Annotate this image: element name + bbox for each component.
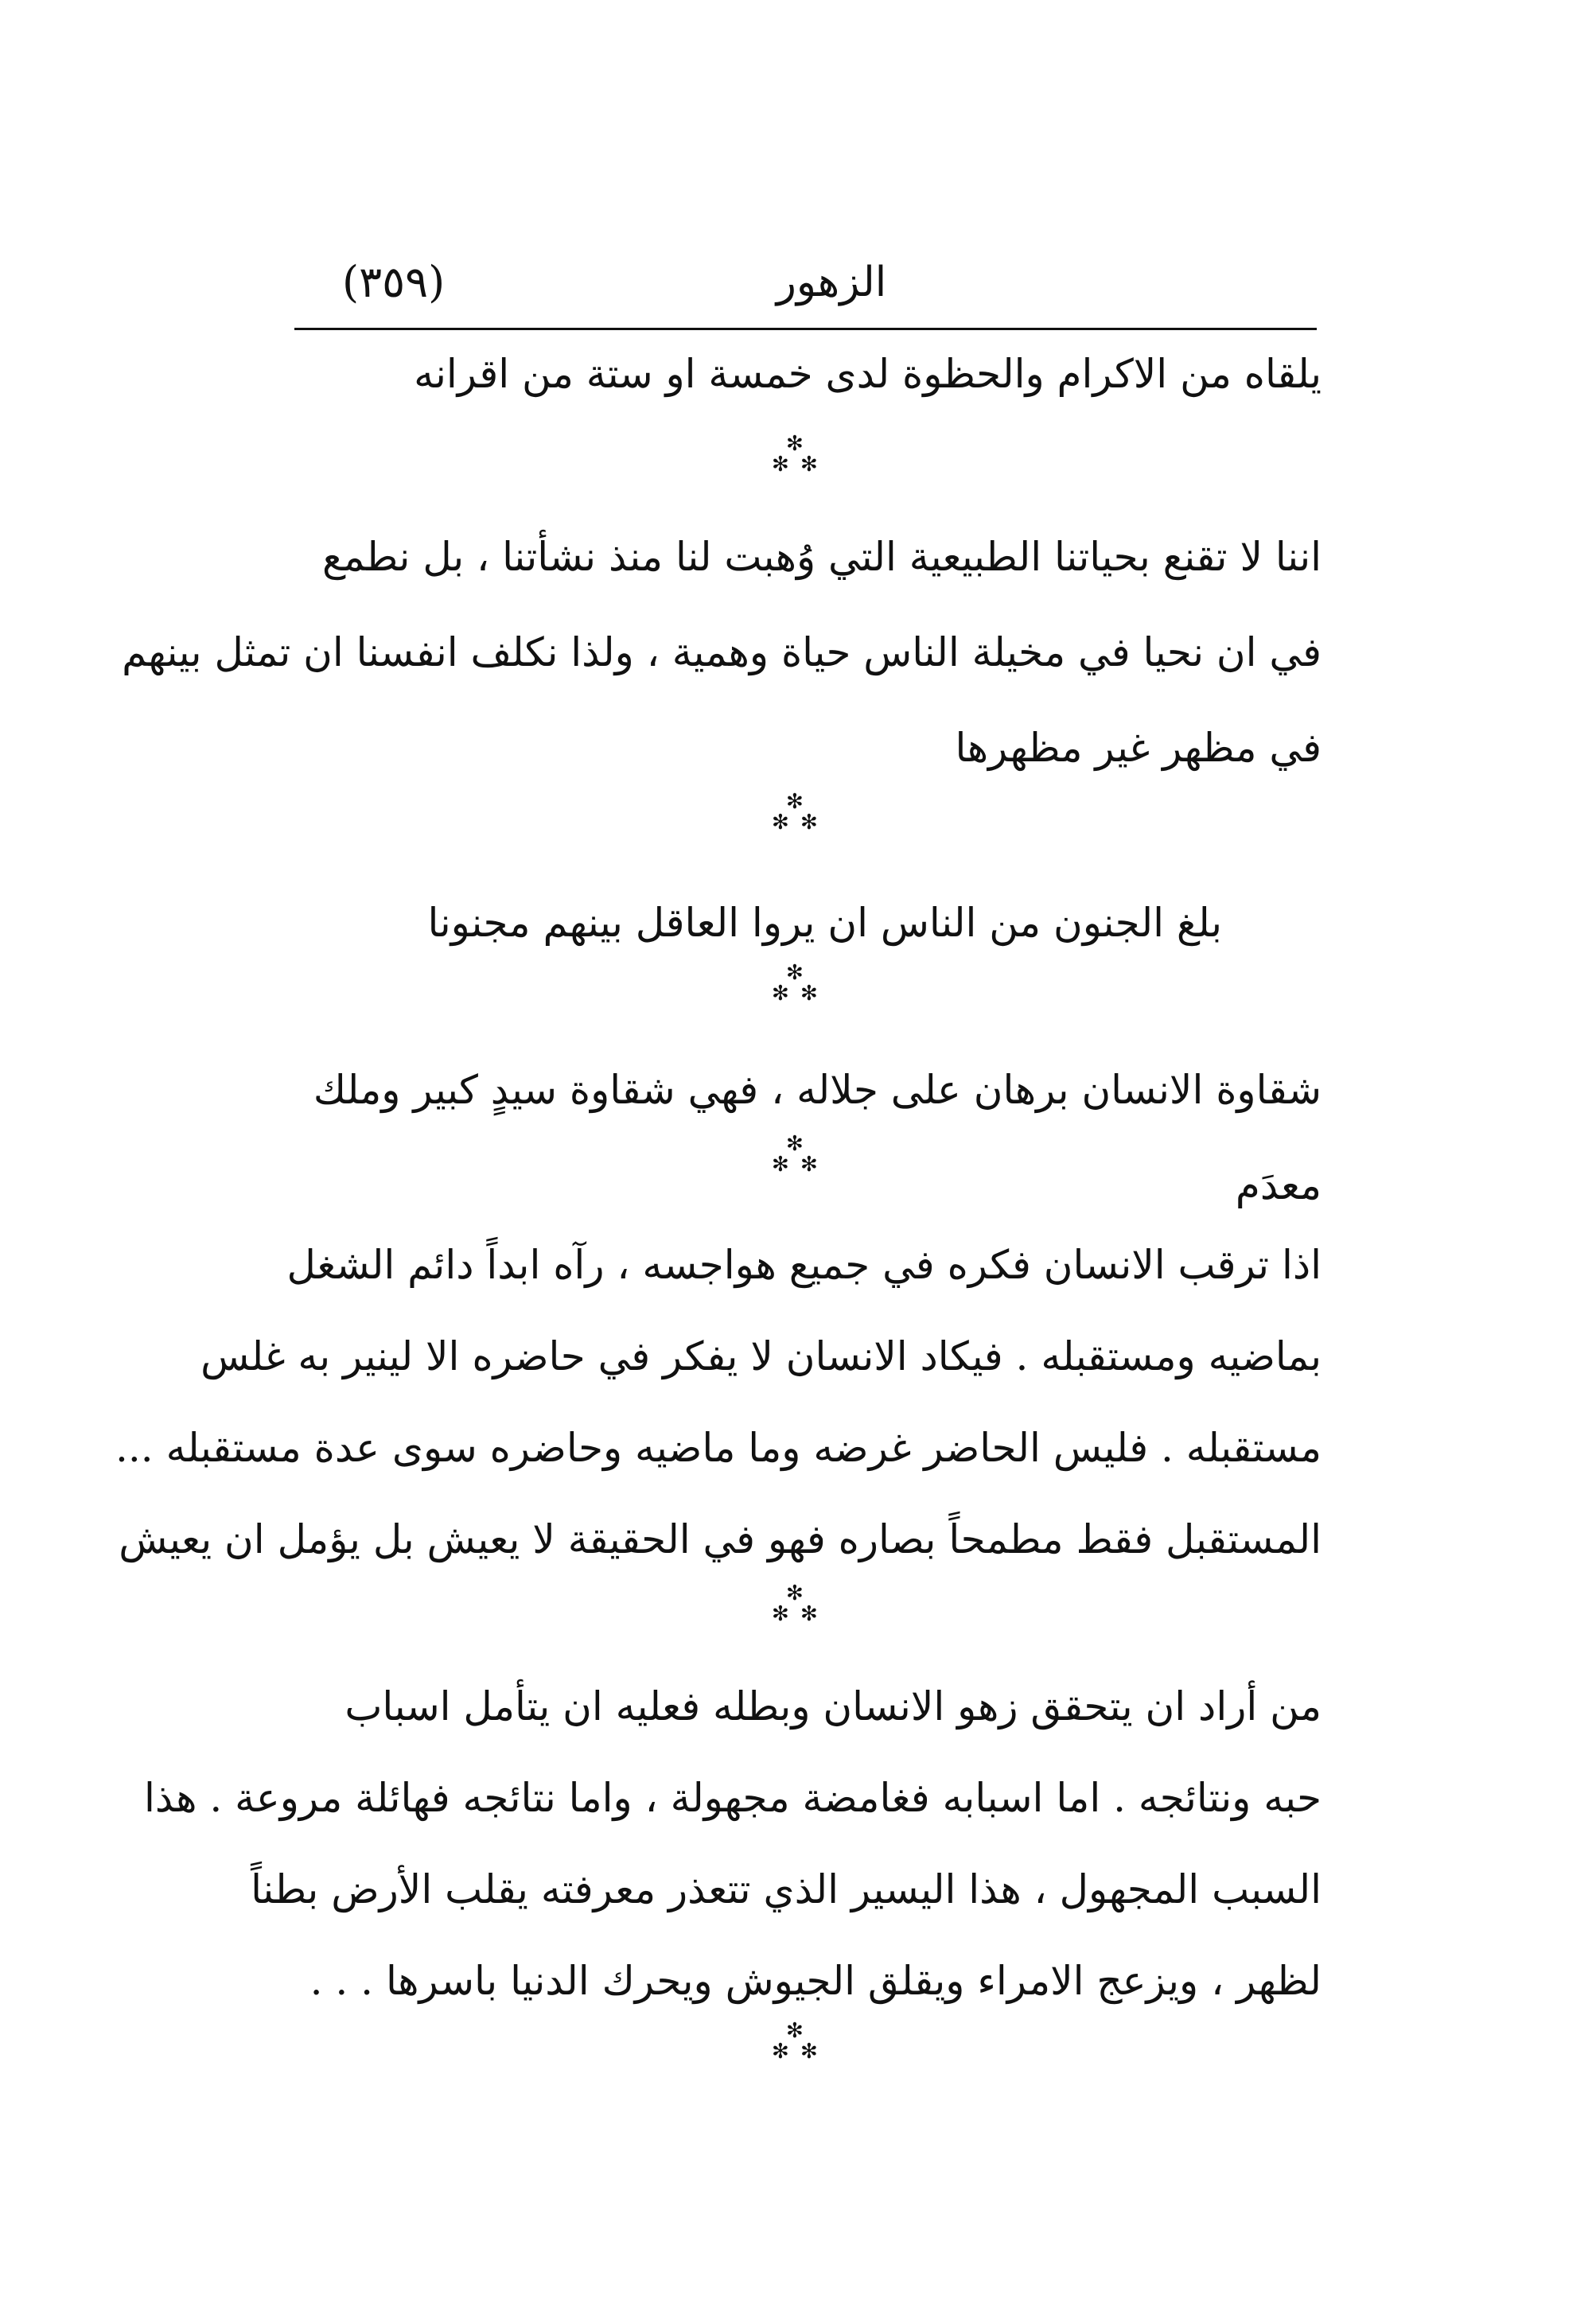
section-separator: ✻ ✻ ✻: [772, 1132, 818, 1177]
page-number: (٣٥٩): [342, 257, 446, 307]
text-line: معدَم: [1235, 1162, 1322, 1208]
section-separator: ✻ ✻ ✻: [772, 1582, 818, 1626]
text-line: لظهر ، ويزعج الامراء ويقلق الجيوش ويحرك الدنيا باسرها . . .: [309, 1958, 1322, 2004]
section-separator: ✻ ✻ ✻: [772, 790, 818, 835]
section-separator: ✻ ✻ ✻: [772, 432, 818, 477]
text-line: اننا لا تقنع بحياتنا الطبيعية التي وُهبت لنا منذ نشأتنا ، بل نطمع: [322, 534, 1322, 580]
section-separator: ✻ ✻ ✻: [772, 2019, 818, 2064]
text-line: بلغ الجنون من الناس ان يروا العاقل بينهم مجنونا: [427, 900, 1222, 946]
text-line: المستقبل فقط مطمحاً بصاره فهو في الحقيقة لا يعيش بل يؤمل ان يعيش: [119, 1516, 1322, 1562]
text-line: اذا ترقب الانسان فكره في جميع هواجسه ، رآه ابداً دائم الشغل: [286, 1242, 1322, 1288]
header-rule: [294, 328, 1317, 330]
text-line: شقاوة الانسان برهان على جلاله ، فهي شقاوة سيدٍ كبير وملك: [313, 1067, 1322, 1113]
text-line: مستقبله . فليس الحاضر غرضه وما ماضيه وحاضره سوى عدة مستقبله ...: [115, 1425, 1322, 1471]
text-line: في مظهر غير مظهرها: [955, 725, 1322, 771]
text-line: السبب المجهول ، هذا اليسير الذي تتعذر معرفته يقلب الأرض بطناً: [251, 1866, 1322, 1912]
section-separator: ✻ ✻ ✻: [772, 961, 818, 1006]
running-head: [294, 247, 1313, 326]
running-title: الزهور: [776, 259, 887, 306]
text-line: بماضيه ومستقبله . فيكاد الانسان لا يفكر في حاضره الا لينير به غلس: [200, 1333, 1322, 1379]
text-line: من أراد ان يتحقق زهو الانسان وبطله فعليه ان يتأمل اسباب: [345, 1683, 1322, 1729]
text-line: يلقاه من الاكرام والحظوة لدى خمسة او ستة من اقرانه: [414, 351, 1322, 397]
text-line: حبه ونتائجه . اما اسبابه فغامضة مجهولة ، واما نتائجه فهائلة مروعة . هذا: [143, 1775, 1322, 1821]
text-line: في ان نحيا في مخيلة الناس حياة وهمية ، ولذا نكلف انفسنا ان تمثل بينهم: [122, 629, 1322, 675]
